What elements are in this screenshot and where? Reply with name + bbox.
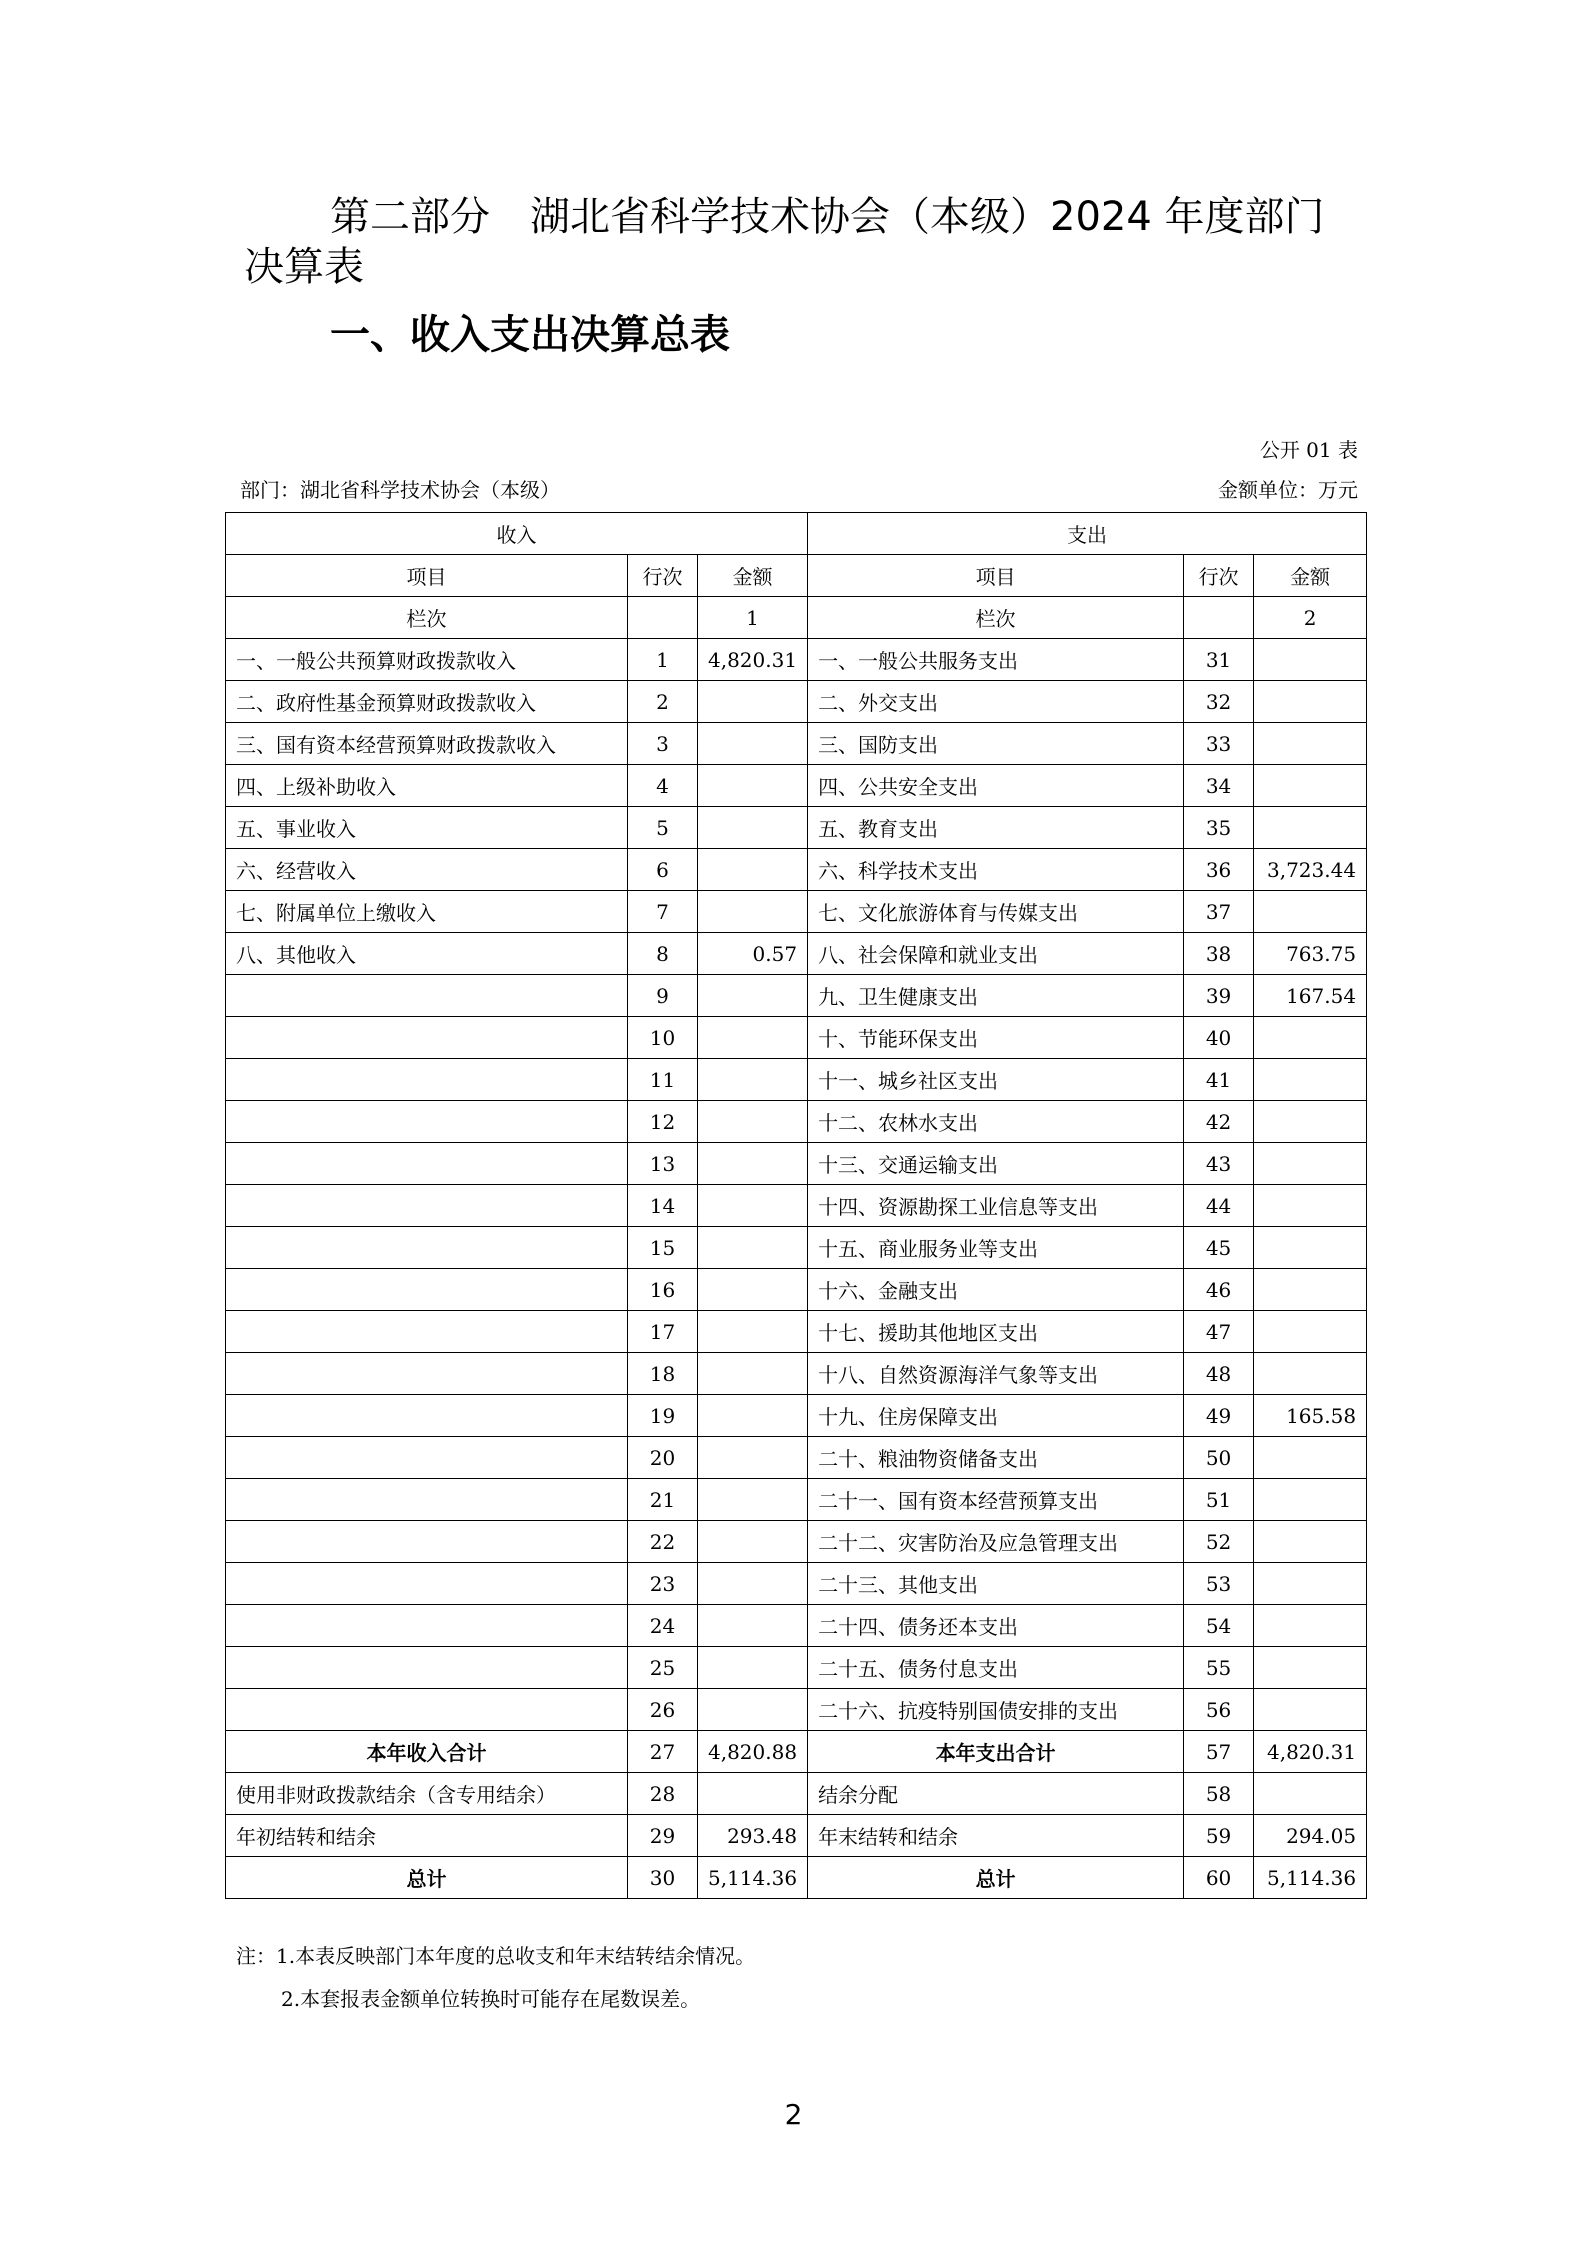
- income-item-cell: 二、政府性基金预算财政拨款收入: [226, 681, 628, 723]
- income-item-cell: [226, 1479, 628, 1521]
- expense-item-cell: 十二、农林水支出: [808, 1101, 1184, 1143]
- expense-row-number: 55: [1184, 1647, 1254, 1689]
- expense-amount-cell: [1254, 891, 1367, 933]
- income-row-number: 6: [628, 849, 698, 891]
- expense-item-cell: 四、公共安全支出: [808, 765, 1184, 807]
- table-row: [226, 1353, 1367, 1395]
- table-row: [226, 1605, 1367, 1647]
- income-row-number: 15: [628, 1227, 698, 1269]
- table-row: [226, 975, 1367, 1017]
- expense-amount-cell: 165.58: [1254, 1395, 1367, 1437]
- table-row: [226, 933, 1367, 975]
- section-title: 一、收入支出决算总表: [330, 312, 730, 358]
- expense-amount-cell: [1254, 681, 1367, 723]
- expense-row-number: 60: [1184, 1857, 1254, 1899]
- income-row-number: 29: [628, 1815, 698, 1857]
- expense-row-number: 47: [1184, 1311, 1254, 1353]
- income-amount-cell: [698, 1437, 808, 1479]
- income-amount-cell: [698, 1689, 808, 1731]
- expense-row-number: 31: [1184, 639, 1254, 681]
- expense-row-number: 42: [1184, 1101, 1254, 1143]
- expense-item-cell: 本年支出合计: [808, 1731, 1184, 1773]
- expense-item-cell: 二十二、灾害防治及应急管理支出: [808, 1521, 1184, 1563]
- income-item-cell: [226, 1269, 628, 1311]
- table-row: [226, 1437, 1367, 1479]
- income-amount-cell: [698, 723, 808, 765]
- income-amount-cell: [698, 807, 808, 849]
- table-row: [226, 807, 1367, 849]
- income-row-number: 20: [628, 1437, 698, 1479]
- income-row-number: 26: [628, 1689, 698, 1731]
- expense-item-cell: 十、节能环保支出: [808, 1017, 1184, 1059]
- income-amount-cell: [698, 765, 808, 807]
- income-row-number: 2: [628, 681, 698, 723]
- income-item-cell: [226, 1437, 628, 1479]
- income-row-number: 21: [628, 1479, 698, 1521]
- expense-row-number: 52: [1184, 1521, 1254, 1563]
- income-row-number: 27: [628, 1731, 698, 1773]
- income-amount-cell: [698, 975, 808, 1017]
- expense-row-number: 37: [1184, 891, 1254, 933]
- expense-amount-cell: [1254, 1269, 1367, 1311]
- income-item-cell: [226, 1059, 628, 1101]
- table-row: [226, 765, 1367, 807]
- income-item-cell: 总计: [226, 1857, 628, 1899]
- income-item-cell: [226, 1689, 628, 1731]
- col-expense-item: 项目: [808, 555, 1184, 597]
- expense-item-cell: 二十五、债务付息支出: [808, 1647, 1184, 1689]
- expense-item-cell: 七、文化旅游体育与传媒支出: [808, 891, 1184, 933]
- expense-row-number: 41: [1184, 1059, 1254, 1101]
- expense-item-cell: 十一、城乡社区支出: [808, 1059, 1184, 1101]
- expense-item-cell: 年末结转和结余: [808, 1815, 1184, 1857]
- expense-amount-cell: 4,820.31: [1254, 1731, 1367, 1773]
- table-row: [226, 723, 1367, 765]
- income-item-cell: 四、上级补助收入: [226, 765, 628, 807]
- income-row-number: 11: [628, 1059, 698, 1101]
- income-row-number: 19: [628, 1395, 698, 1437]
- grand-total-row: [226, 1857, 1367, 1899]
- income-item-cell: [226, 1143, 628, 1185]
- income-row-number: 23: [628, 1563, 698, 1605]
- table-row: [226, 1521, 1367, 1563]
- expense-amount-cell: [1254, 1605, 1367, 1647]
- expense-amount-cell: [1254, 807, 1367, 849]
- income-expense-table: [225, 512, 1367, 1899]
- col-expense-amount: 金额: [1254, 555, 1367, 597]
- col-expense-row: 行次: [1184, 555, 1254, 597]
- table-group-header: [226, 513, 1367, 555]
- expense-row-number: 45: [1184, 1227, 1254, 1269]
- lan-income-blank: [628, 597, 698, 639]
- income-amount-cell: 293.48: [698, 1815, 808, 1857]
- expense-row-number: 48: [1184, 1353, 1254, 1395]
- expense-amount-cell: [1254, 1689, 1367, 1731]
- table-row: [226, 1269, 1367, 1311]
- income-amount-cell: [698, 1185, 808, 1227]
- income-item-cell: 八、其他收入: [226, 933, 628, 975]
- income-amount-cell: [698, 849, 808, 891]
- expense-row-number: 35: [1184, 807, 1254, 849]
- income-row-number: 13: [628, 1143, 698, 1185]
- table-row: [226, 1059, 1367, 1101]
- expense-amount-cell: [1254, 1521, 1367, 1563]
- expense-item-cell: 结余分配: [808, 1773, 1184, 1815]
- note-2: 2.本套报表金额单位转换时可能存在尾数误差。: [281, 1987, 701, 2011]
- expense-amount-cell: [1254, 1227, 1367, 1269]
- expense-item-cell: 二十、粮油物资储备支出: [808, 1437, 1184, 1479]
- income-item-cell: [226, 1395, 628, 1437]
- expense-row-number: 36: [1184, 849, 1254, 891]
- table-row: [226, 891, 1367, 933]
- expense-row-number: 32: [1184, 681, 1254, 723]
- income-item-cell: [226, 1605, 628, 1647]
- expense-item-cell: 六、科学技术支出: [808, 849, 1184, 891]
- income-amount-cell: [698, 1059, 808, 1101]
- income-item-cell: [226, 1521, 628, 1563]
- income-amount-cell: 0.57: [698, 933, 808, 975]
- income-row-number: 14: [628, 1185, 698, 1227]
- lan-income-label: 栏次: [226, 597, 628, 639]
- income-row-number: 24: [628, 1605, 698, 1647]
- expense-amount-cell: 763.75: [1254, 933, 1367, 975]
- income-item-cell: 六、经营收入: [226, 849, 628, 891]
- table-row: [226, 849, 1367, 891]
- income-amount-cell: [698, 1479, 808, 1521]
- income-amount-cell: [698, 1227, 808, 1269]
- expense-amount-cell: 5,114.36: [1254, 1857, 1367, 1899]
- expense-row-number: 38: [1184, 933, 1254, 975]
- income-item-cell: [226, 1353, 628, 1395]
- income-amount-cell: [698, 1101, 808, 1143]
- expense-row-number: 34: [1184, 765, 1254, 807]
- expense-row-number: 40: [1184, 1017, 1254, 1059]
- income-row-number: 28: [628, 1773, 698, 1815]
- col-income-row: 行次: [628, 555, 698, 597]
- table-row: [226, 1017, 1367, 1059]
- lan-expense-blank: [1184, 597, 1254, 639]
- expense-row-number: 57: [1184, 1731, 1254, 1773]
- col-income-item: 项目: [226, 555, 628, 597]
- lan-expense-number: 2: [1254, 597, 1367, 639]
- expense-item-cell: 总计: [808, 1857, 1184, 1899]
- income-amount-cell: [698, 1773, 808, 1815]
- income-amount-cell: [698, 1143, 808, 1185]
- income-item-cell: [226, 1185, 628, 1227]
- income-amount-cell: [698, 1353, 808, 1395]
- expense-amount-cell: [1254, 1059, 1367, 1101]
- expense-amount-cell: 3,723.44: [1254, 849, 1367, 891]
- table-row: [226, 1479, 1367, 1521]
- col-income-amount: 金额: [698, 555, 808, 597]
- expense-amount-cell: 167.54: [1254, 975, 1367, 1017]
- expense-item-cell: 二十三、其他支出: [808, 1563, 1184, 1605]
- expense-amount-cell: [1254, 1437, 1367, 1479]
- income-item-cell: [226, 1647, 628, 1689]
- income-item-cell: 年初结转和结余: [226, 1815, 628, 1857]
- expense-row-number: 43: [1184, 1143, 1254, 1185]
- note-1: 注：1.本表反映部门本年度的总收支和年末结转结余情况。: [236, 1944, 756, 1968]
- expense-row-number: 49: [1184, 1395, 1254, 1437]
- expense-row-number: 56: [1184, 1689, 1254, 1731]
- expense-amount-cell: [1254, 1017, 1367, 1059]
- expense-amount-cell: [1254, 1353, 1367, 1395]
- table-row: [226, 1143, 1367, 1185]
- expense-amount-cell: [1254, 1773, 1367, 1815]
- expense-row-number: 54: [1184, 1605, 1254, 1647]
- income-item-cell: [226, 975, 628, 1017]
- expense-item-cell: 一、一般公共服务支出: [808, 639, 1184, 681]
- expense-item-cell: 十五、商业服务业等支出: [808, 1227, 1184, 1269]
- carryover-row: [226, 1815, 1367, 1857]
- income-amount-cell: 5,114.36: [698, 1857, 808, 1899]
- table-row: [226, 1101, 1367, 1143]
- table-row: [226, 1227, 1367, 1269]
- income-amount-cell: [698, 1521, 808, 1563]
- income-row-number: 16: [628, 1269, 698, 1311]
- table-row: [226, 681, 1367, 723]
- income-item-cell: 五、事业收入: [226, 807, 628, 849]
- expense-amount-cell: [1254, 1143, 1367, 1185]
- unit-label: 金额单位：万元: [1218, 478, 1358, 502]
- income-item-cell: 七、附属单位上缴收入: [226, 891, 628, 933]
- lan-income-number: 1: [698, 597, 808, 639]
- expense-amount-cell: [1254, 1647, 1367, 1689]
- expense-amount-cell: [1254, 723, 1367, 765]
- income-item-cell: [226, 1017, 628, 1059]
- income-row-number: 18: [628, 1353, 698, 1395]
- income-item-cell: [226, 1101, 628, 1143]
- table-row: [226, 1185, 1367, 1227]
- table-row: [226, 639, 1367, 681]
- page-title: 第二部分 湖北省科学技术协会（本级）2024 年度部门决算表: [244, 194, 1325, 290]
- income-amount-cell: [698, 1647, 808, 1689]
- expense-amount-cell: [1254, 765, 1367, 807]
- expense-row-number: 33: [1184, 723, 1254, 765]
- table-row: [226, 1395, 1367, 1437]
- income-amount-cell: [698, 1563, 808, 1605]
- income-item-cell: 三、国有资本经营预算财政拨款收入: [226, 723, 628, 765]
- income-row-number: 1: [628, 639, 698, 681]
- expense-row-number: 46: [1184, 1269, 1254, 1311]
- income-amount-cell: [698, 891, 808, 933]
- income-row-number: 22: [628, 1521, 698, 1563]
- expense-header: 支出: [808, 513, 1367, 555]
- income-amount-cell: [698, 1395, 808, 1437]
- expense-amount-cell: [1254, 1185, 1367, 1227]
- income-item-cell: [226, 1227, 628, 1269]
- table-row: [226, 1563, 1367, 1605]
- income-item-cell: [226, 1563, 628, 1605]
- expense-row-number: 51: [1184, 1479, 1254, 1521]
- income-amount-cell: [698, 1017, 808, 1059]
- lan-expense-label: 栏次: [808, 597, 1184, 639]
- expense-amount-cell: [1254, 1311, 1367, 1353]
- table-row: [226, 1311, 1367, 1353]
- income-amount-cell: [698, 681, 808, 723]
- non-fiscal-balance-row: [226, 1773, 1367, 1815]
- expense-row-number: 53: [1184, 1563, 1254, 1605]
- income-row-number: 5: [628, 807, 698, 849]
- expense-item-cell: 二十四、债务还本支出: [808, 1605, 1184, 1647]
- expense-row-number: 44: [1184, 1185, 1254, 1227]
- lan-row: [226, 597, 1367, 639]
- expense-amount-cell: [1254, 1479, 1367, 1521]
- income-row-number: 10: [628, 1017, 698, 1059]
- income-row-number: 12: [628, 1101, 698, 1143]
- expense-item-cell: 三、国防支出: [808, 723, 1184, 765]
- income-item-cell: 使用非财政拨款结余（含专用结余）: [226, 1773, 628, 1815]
- expense-item-cell: 五、教育支出: [808, 807, 1184, 849]
- income-item-cell: [226, 1311, 628, 1353]
- expense-item-cell: 八、社会保障和就业支出: [808, 933, 1184, 975]
- expense-item-cell: 十四、资源勘探工业信息等支出: [808, 1185, 1184, 1227]
- table-column-header: [226, 555, 1367, 597]
- income-amount-cell: [698, 1605, 808, 1647]
- income-row-number: 17: [628, 1311, 698, 1353]
- income-item-cell: 本年收入合计: [226, 1731, 628, 1773]
- year-total-row: [226, 1731, 1367, 1773]
- expense-row-number: 50: [1184, 1437, 1254, 1479]
- income-amount-cell: 4,820.88: [698, 1731, 808, 1773]
- income-row-number: 30: [628, 1857, 698, 1899]
- expense-row-number: 58: [1184, 1773, 1254, 1815]
- expense-item-cell: 二十一、国有资本经营预算支出: [808, 1479, 1184, 1521]
- income-header: 收入: [226, 513, 808, 555]
- table-row: [226, 1647, 1367, 1689]
- income-amount-cell: [698, 1269, 808, 1311]
- income-row-number: 25: [628, 1647, 698, 1689]
- expense-item-cell: 十七、援助其他地区支出: [808, 1311, 1184, 1353]
- expense-row-number: 39: [1184, 975, 1254, 1017]
- expense-amount-cell: 294.05: [1254, 1815, 1367, 1857]
- expense-amount-cell: [1254, 639, 1367, 681]
- expense-amount-cell: [1254, 1101, 1367, 1143]
- income-amount-cell: 4,820.31: [698, 639, 808, 681]
- expense-item-cell: 十六、金融支出: [808, 1269, 1184, 1311]
- expense-item-cell: 十三、交通运输支出: [808, 1143, 1184, 1185]
- expense-item-cell: 二十六、抗疫特别国债安排的支出: [808, 1689, 1184, 1731]
- income-row-number: 4: [628, 765, 698, 807]
- income-row-number: 7: [628, 891, 698, 933]
- expense-item-cell: 十八、自然资源海洋气象等支出: [808, 1353, 1184, 1395]
- expense-item-cell: 二、外交支出: [808, 681, 1184, 723]
- income-row-number: 9: [628, 975, 698, 1017]
- expense-item-cell: 九、卫生健康支出: [808, 975, 1184, 1017]
- page-number: 2: [784, 2098, 803, 2131]
- expense-row-number: 59: [1184, 1815, 1254, 1857]
- income-item-cell: 一、一般公共预算财政拨款收入: [226, 639, 628, 681]
- table-number: 公开 01 表: [1259, 438, 1358, 462]
- expense-amount-cell: [1254, 1563, 1367, 1605]
- expense-item-cell: 十九、住房保障支出: [808, 1395, 1184, 1437]
- department-label: 部门：湖北省科学技术协会（本级）: [240, 478, 560, 502]
- income-row-number: 8: [628, 933, 698, 975]
- income-row-number: 3: [628, 723, 698, 765]
- income-amount-cell: [698, 1311, 808, 1353]
- table-row: [226, 1689, 1367, 1731]
